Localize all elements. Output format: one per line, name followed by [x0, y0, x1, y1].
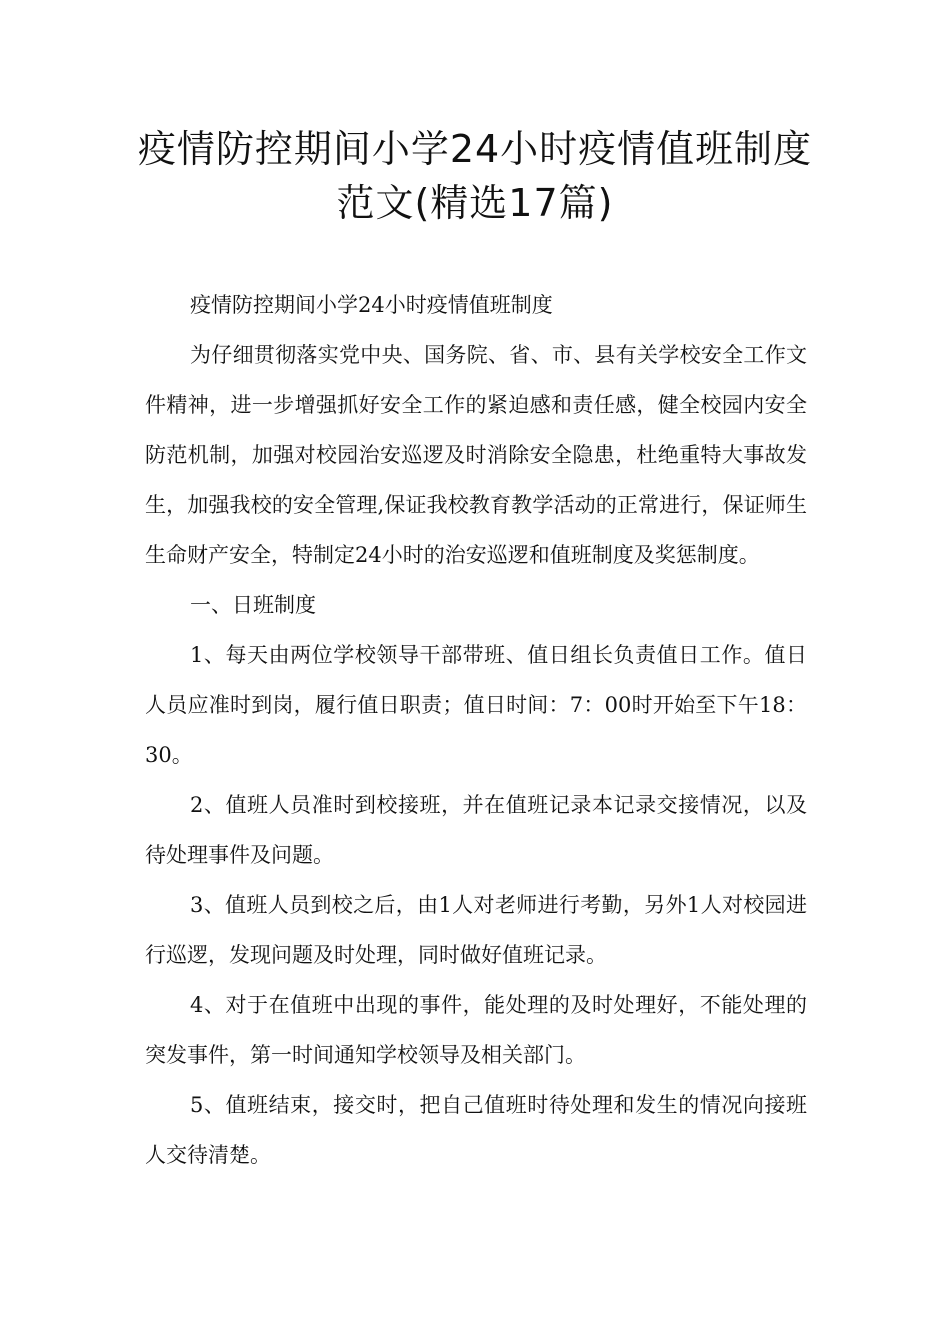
rule-paragraph-4: 4、对于在值班中出现的事件，能处理的及时处理好，不能处理的突发事件，第一时间通知学校领导及相关部门。 — [145, 993, 807, 1067]
document-body — [145, 280, 807, 1180]
rule-paragraph-2: 2、值班人员准时到校接班，并在值班记录本记录交接情况，以及待处理事件及问题。 — [145, 793, 807, 867]
rule-paragraph-1: 1、每天由两位学校领导干部带班、值日组长负责值日工作。值日人员应准时到岗，履行值日职责；值日时间：7：00时开始至下午18：30。 — [145, 643, 807, 767]
rule-paragraph-3: 3、值班人员到校之后，由1人对老师进行考勤，另外1人对校园进行巡逻，发现问题及时处理，同时做好值班记录。 — [145, 893, 807, 967]
subtitle-paragraph: 疫情防控期间小学24小时疫情值班制度 — [190, 293, 553, 317]
section-heading: 一、日班制度 — [190, 593, 316, 617]
intro-paragraph: 为仔细贯彻落实党中央、国务院、省、市、县有关学校安全工作文件精神，进一步增强抓好安全工作的紧迫感和责任感，健全校园内安全防范机制，加强对校园治安巡逻及时消除安全隐患，杜绝重特大事故发生，加强我校的安全管理,保证我校教育教学活动的正常进行，保证师生生命财产安全，特制定24小时的治安巡逻和值班制度及奖惩制度。 — [145, 343, 807, 567]
rule-paragraph-5: 5、值班结束，接交时，把自己值班时待处理和发生的情况向接班人交待清楚。 — [145, 1093, 807, 1167]
document-title: 疫情防控期间小学24小时疫情值班制度范文(精选17篇) — [137, 127, 813, 225]
